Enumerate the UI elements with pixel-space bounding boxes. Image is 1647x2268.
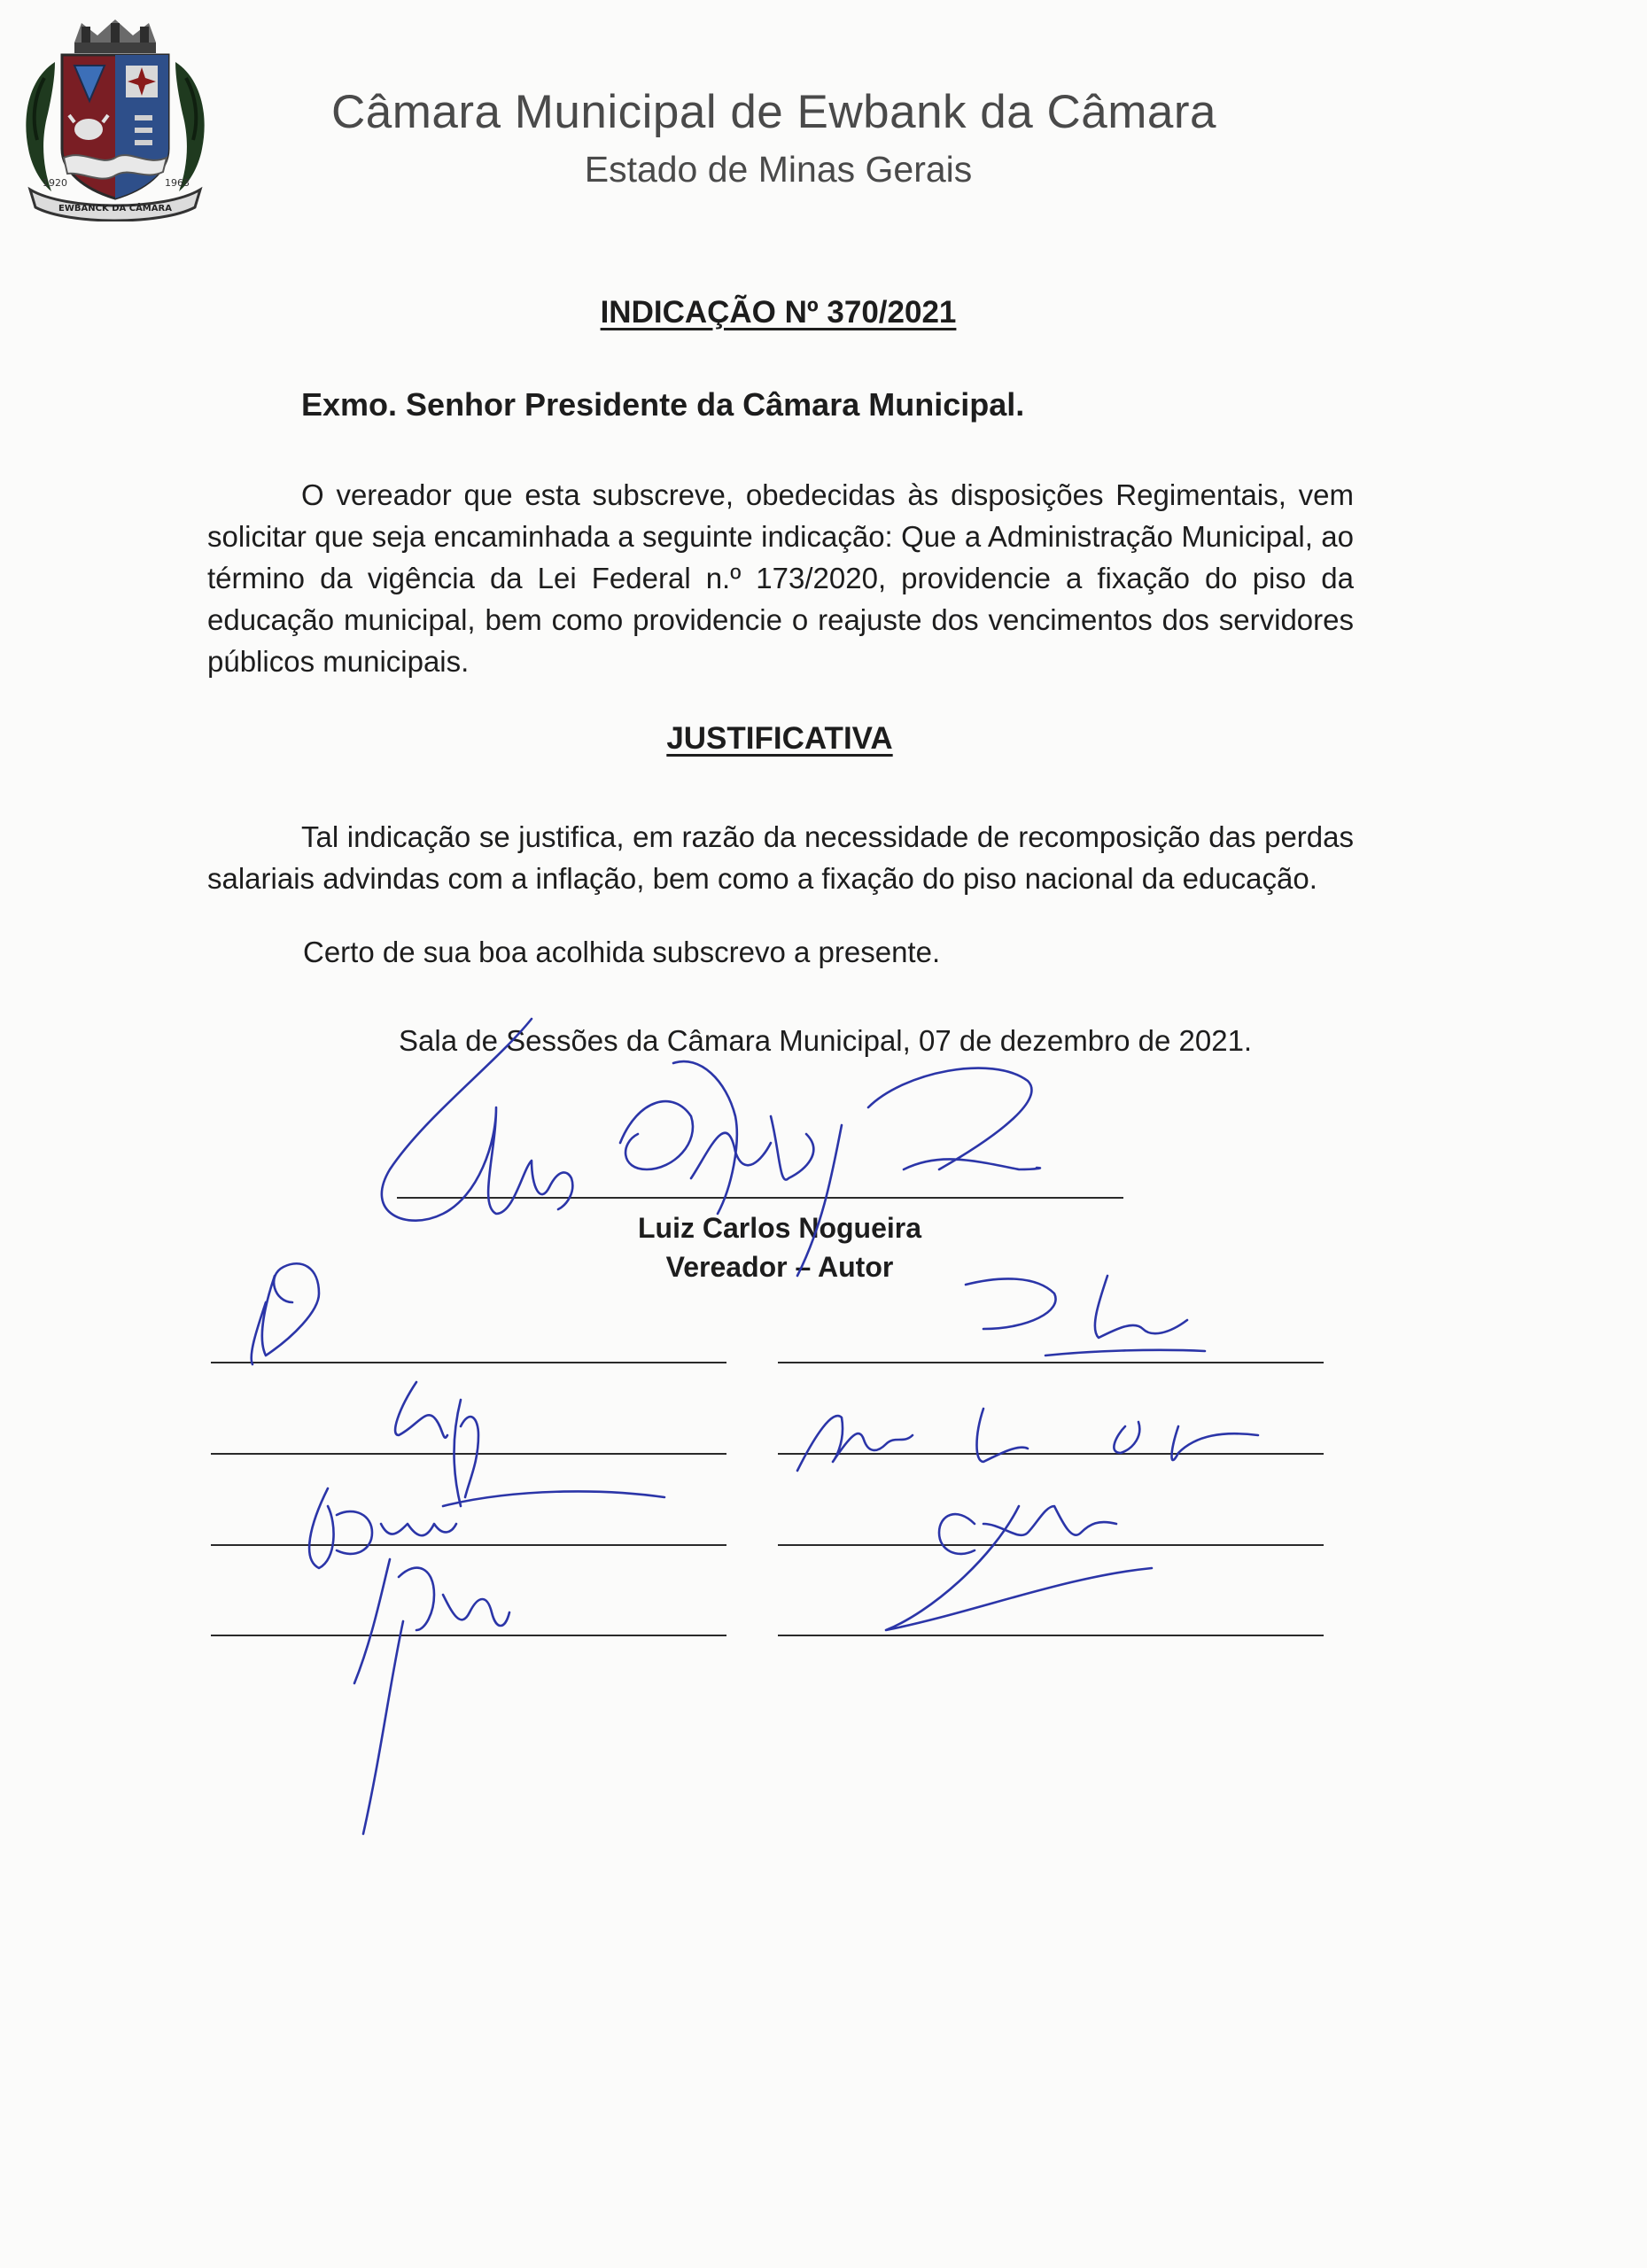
institution-name: Câmara Municipal de Ewbank da Câmara <box>331 86 1216 138</box>
author-name: Luiz Carlos Nogueira <box>637 1212 922 1244</box>
signature-line <box>778 1544 1324 1546</box>
author-signature-line <box>397 1197 1123 1199</box>
signature-line <box>211 1635 726 1636</box>
author-role: Vereador – Autor <box>665 1251 894 1283</box>
signature-line <box>778 1635 1324 1636</box>
justification-heading: JUSTIFICATIVA <box>666 721 893 756</box>
signature-5 <box>966 1276 1205 1355</box>
coat-year-right: 1963 <box>165 177 190 189</box>
state-name: Estado de Minas Gerais <box>584 149 973 190</box>
signature-line <box>211 1544 726 1546</box>
signature-line <box>211 1362 726 1363</box>
coat-year-left: 1920 <box>43 177 67 189</box>
signature-4 <box>354 1559 509 1834</box>
signature-7 <box>886 1506 1152 1630</box>
body-paragraph: O vereador que esta subscreve, obedecidas às disposições Regimentais, vem solicitar que seja encaminhada a seguinte indicação: Que a Administração Municipal, ao término da vigência da Lei Federal n.º 173/2020, providencie a fixação do piso da educação municipal, bem como providencie o reajuste dos vencimentos dos servidores públicos municipais. <box>207 478 1354 678</box>
signature-2 <box>395 1382 478 1506</box>
author-signature <box>673 1061 737 1214</box>
signature-3 <box>309 1488 664 1568</box>
coat-of-arms-logo <box>12 16 218 221</box>
coat-banner-text: EWBANCK DA CÂMARA <box>58 204 172 214</box>
salutation: Exmo. Senhor Presidente da Câmara Municipal. <box>301 386 1025 423</box>
document-title: INDICAÇÃO Nº 370/2021 <box>600 295 957 330</box>
closing-sentence: Certo de sua boa acolhida subscrevo a presente. <box>303 936 941 968</box>
justification-paragraph: Tal indicação se justifica, em razão da necessidade de recomposição das perdas salariais advindas com a inflação, bem como a fixação do piso nacional da educação. <box>207 820 1354 895</box>
signature-line <box>778 1453 1324 1455</box>
signature-6 <box>797 1409 1258 1471</box>
signature-line <box>211 1453 726 1455</box>
place-and-date: Sala de Sessões da Câmara Municipal, 07 de dezembro de 2021. <box>399 1024 1253 1057</box>
signature-line <box>778 1362 1324 1363</box>
